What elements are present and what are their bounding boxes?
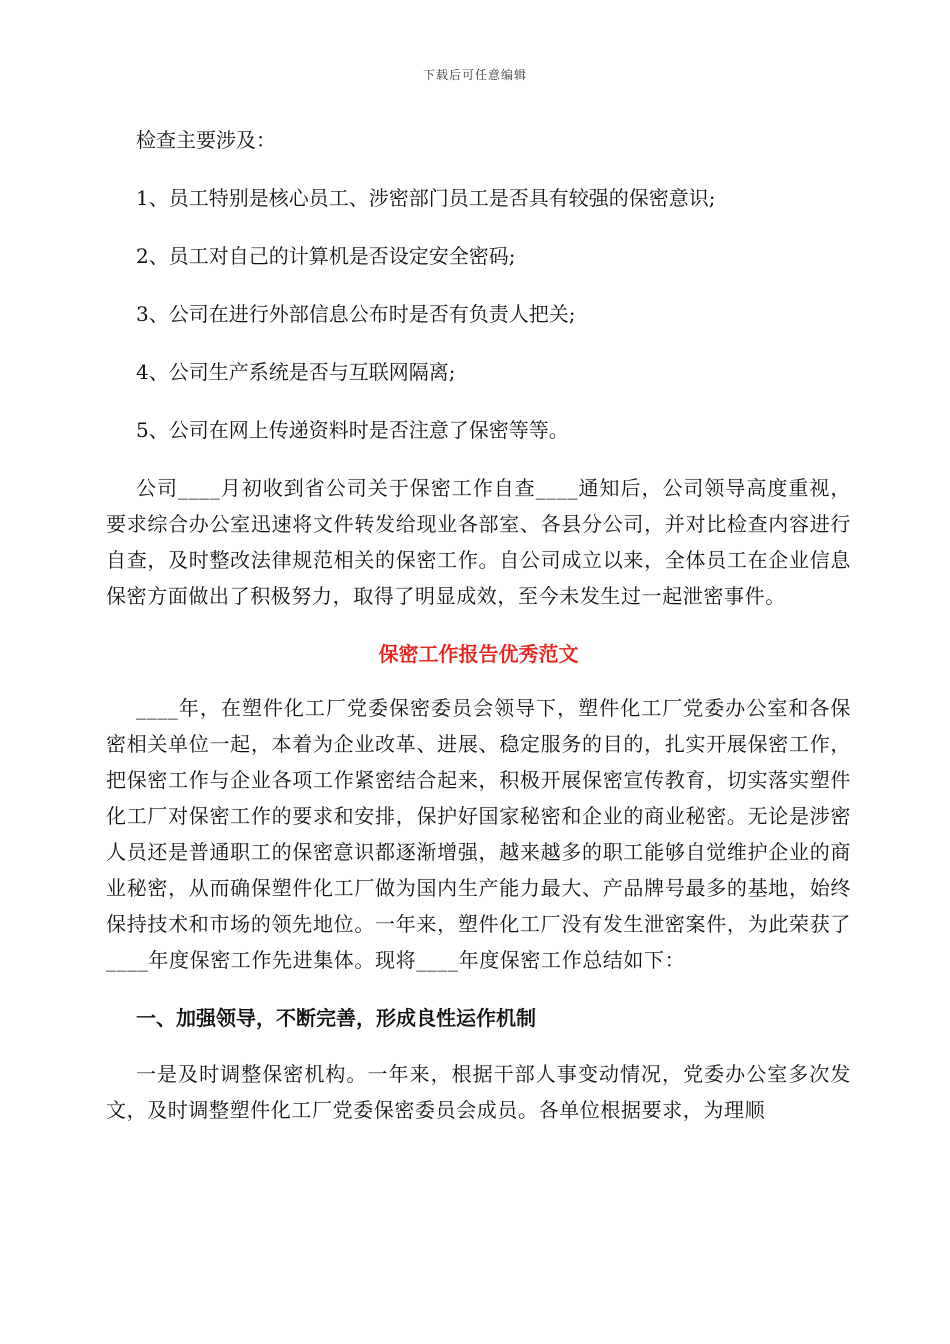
list-item: 1、员工特别是核心员工、涉密部门员工是否具有较强的保密意识;: [136, 186, 716, 210]
list-item: 3、公司在进行外部信息公布时是否有负责人把关;: [136, 302, 576, 326]
paragraph: 一是及时调整保密机构。一年来，根据干部人事变动情况，党委办公室多次发文，及时调整塑件化工厂党委保密委员会成员。各单位根据要求，为理顺: [106, 1062, 851, 1122]
intro-label: 检查主要涉及：: [136, 128, 276, 152]
document-body: [106, 122, 851, 1128]
section-title: 保密工作报告优秀范文: [378, 642, 579, 666]
list-item: 2、员工对自己的计算机是否设定安全密码;: [136, 244, 516, 268]
section-heading: 一、加强领导，不断完善，形成良性运作机制: [136, 1006, 536, 1030]
paragraph: 公司____月初收到省公司关于保密工作自查____通知后，公司领导高度重视，要求综合办公室迅速将文件转发给现业各部室、各县分公司，并对比检查内容进行自查，及时整改法律规范相关的保密工作。自公司成立以来，全体员工在企业信息保密方面做出了积极努力，取得了明显成效，至今未发生过一起泄密事件。: [106, 476, 851, 608]
paragraph: ____年，在塑件化工厂党委保密委员会领导下，塑件化工厂党委办公室和各保密相关单位一起，本着为企业改革、进展、稳定服务的目的，扎实开展保密工作，把保密工作与企业各项工作紧密结合起来，积极开展保密宣传教育，切实落实塑件化工厂对保密工作的要求和安排，保护好国家秘密和企业的商业秘密。无论是涉密人员还是普通职工的保密意识都逐渐增强，越来越多的职工能够自觉维护企业的商业秘密，从而确保塑件化工厂做为国内生产能力最大、产品牌号最多的基地，始终保持技术和市场的领先地位。一年来，塑件化工厂没有发生泄密案件，为此荣获了____年度保密工作先进集体。现将____年度保密工作总结如下：: [106, 696, 851, 972]
list-item: 5、公司在网上传递资料时是否注意了保密等等。: [136, 418, 569, 442]
list-item: 4、公司生产系统是否与互联网隔离;: [136, 360, 456, 384]
header-note: 下载后可任意编辑: [422, 68, 527, 82]
